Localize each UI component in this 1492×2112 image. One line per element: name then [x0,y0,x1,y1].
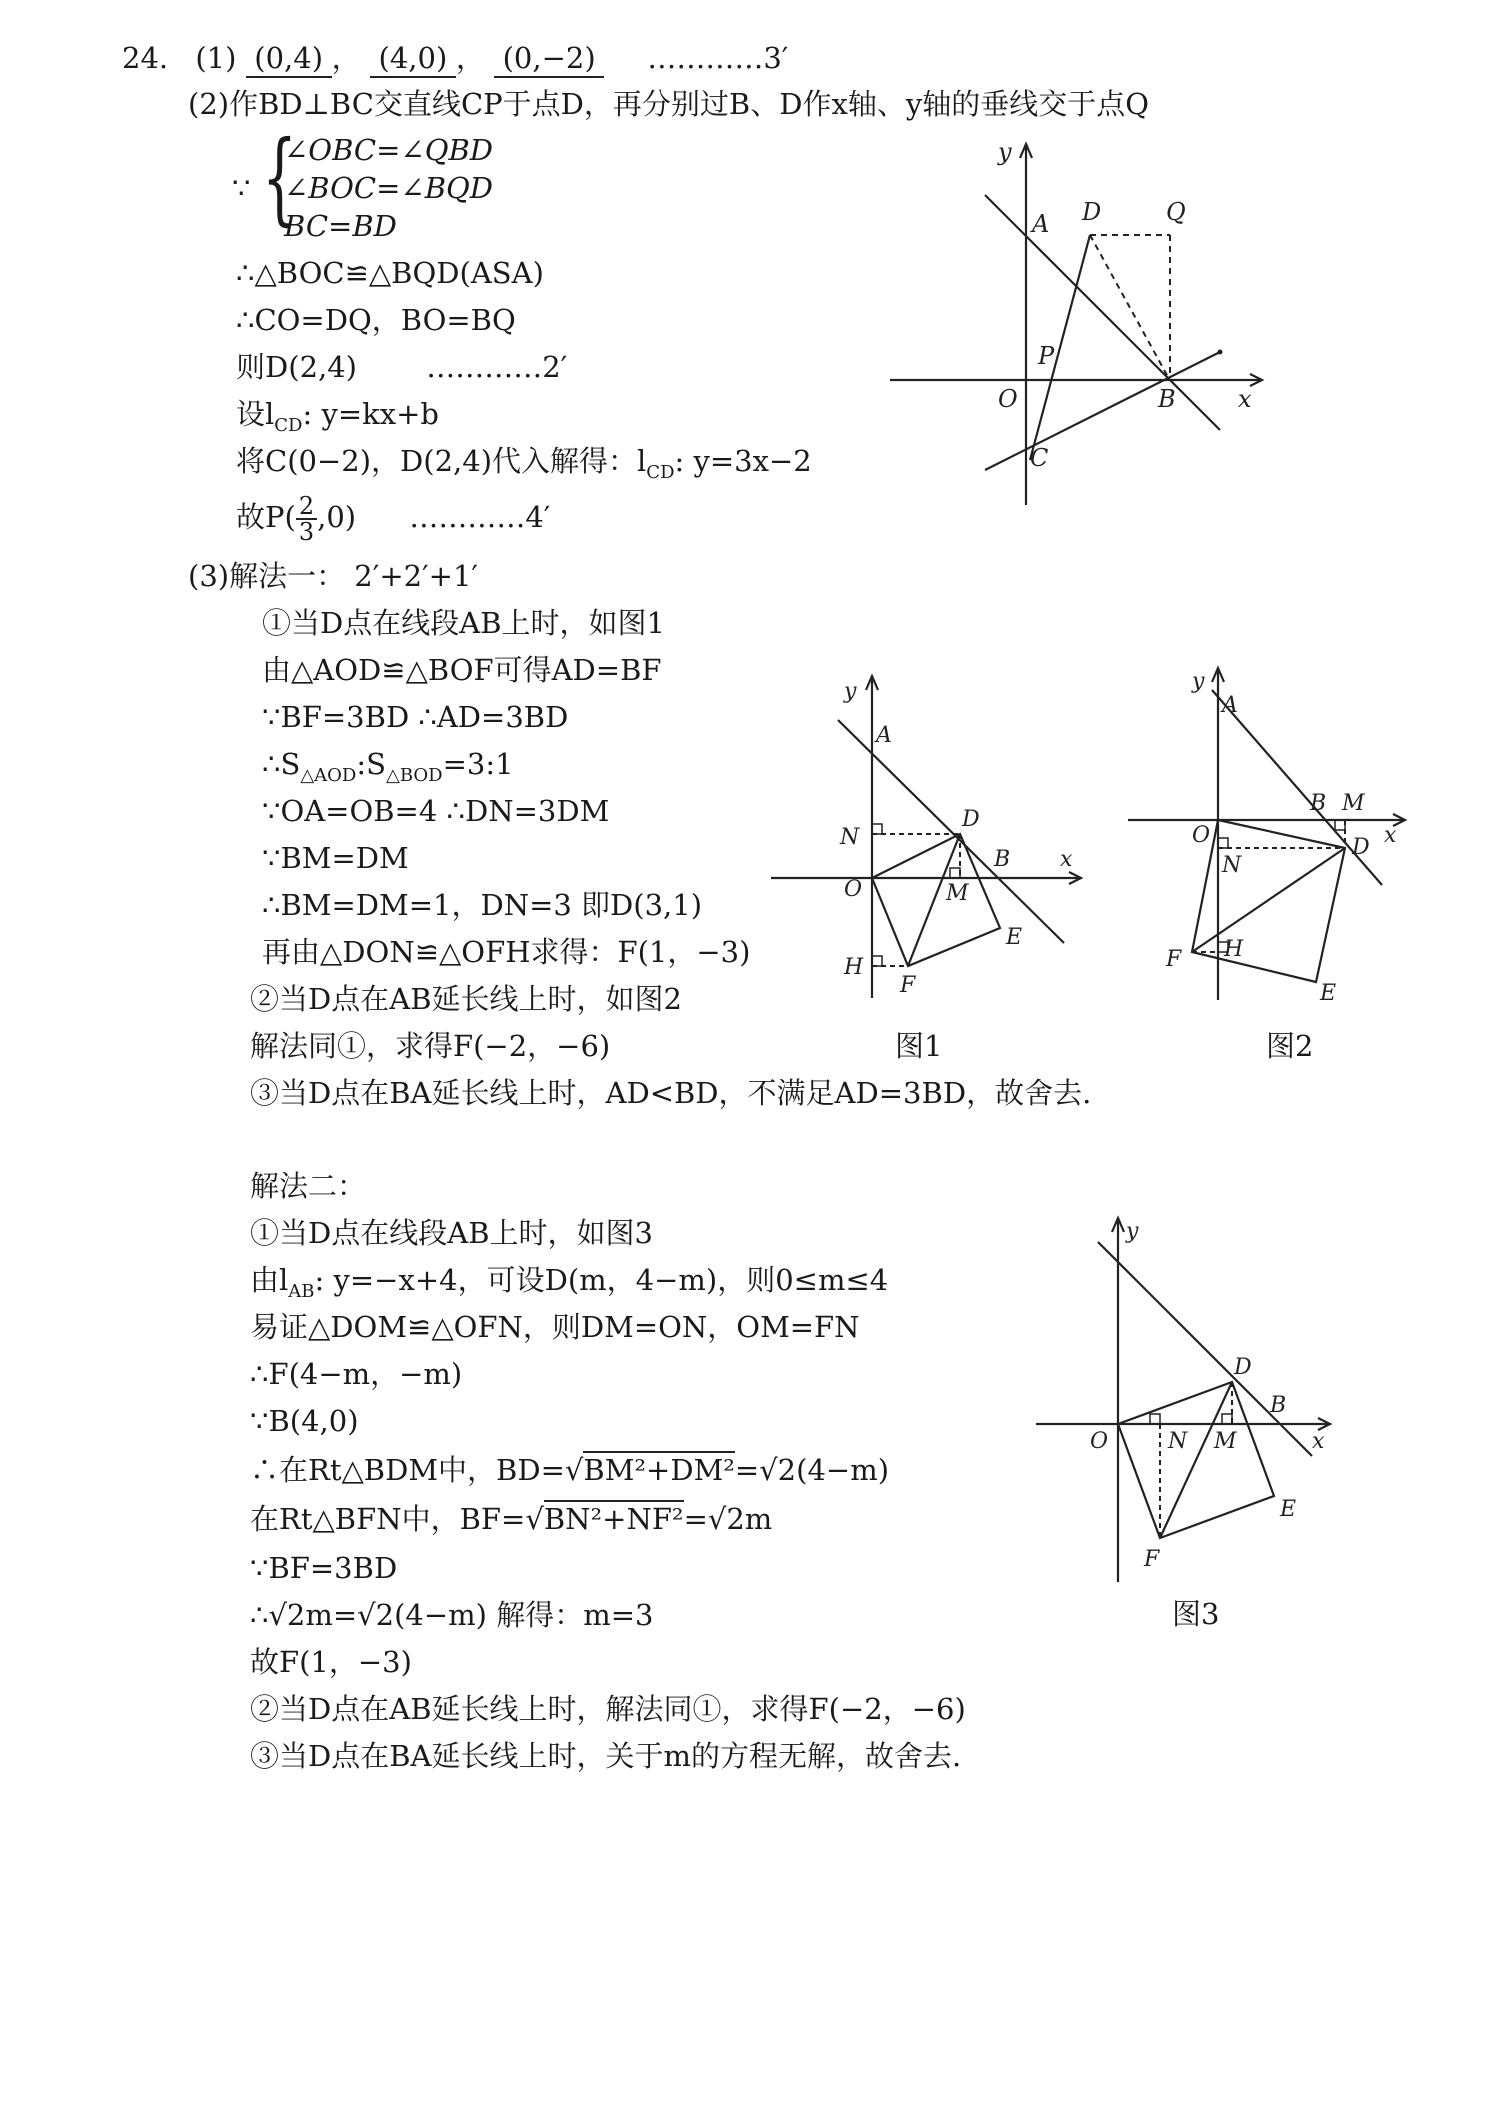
fig0-label-d: D [1082,198,1102,226]
m2-line-2 [250,1262,888,1310]
system-line-3: BC=BD [284,209,397,243]
m2-line-3: 易证△DOM≌△OFN，则DM=ON，OM=FN [250,1310,860,1344]
answer-b: (4,0) [370,40,456,78]
fig3-label-x: x [1312,1429,1325,1454]
area-s: ∴S [262,747,301,781]
fig0-label-y: y [998,138,1012,166]
fig0-label-c: C [1030,444,1049,472]
figure-part2 [890,130,1270,510]
line-df [1192,848,1345,952]
fig2-label-e: E [1320,981,1337,1006]
m2-line-6 [250,1452,889,1488]
m2-line-5: ∵B(4,0) [250,1404,359,1438]
fig0-label-b: B [1158,385,1176,413]
fig1-label-m: M [946,881,969,906]
fig3-label-n: N [1168,1429,1188,1454]
substitute-rest: : y=3x−2 [674,444,812,478]
sqrt-sign-2: √ [525,1502,544,1536]
set-sub: CD [274,414,303,436]
answer-c: (0,−2) [494,40,604,78]
fig1-label-e: E [1006,925,1023,950]
fig1-caption: 图1 [895,1029,943,1063]
right-angle-n [872,824,882,834]
right-angle-n [1150,1414,1160,1424]
fig3-label-y: y [1126,1219,1139,1244]
m1-line-1: ①当D点在线段AB上时，如图1 [262,606,665,640]
area-sub1: △AOD [300,764,357,786]
sep-1: ， [331,41,361,75]
part2-intro: (2)作BD⊥BC交直线CP于点D，再分别过B、D作x轴、y轴的垂线交于点Q [188,87,1149,121]
point-p-line [236,494,550,544]
bd-text: ∴在Rt△BDM中，BD= [250,1453,565,1487]
fig1-label-b: B [994,847,1011,872]
fraction-num: 2 [296,494,317,520]
figure-2 [1120,660,1420,1010]
m1-line-9: ②当D点在AB延长线上时，如图2 [250,982,682,1016]
equal-sides-line: ∴CO=DQ，BO=BQ [236,303,516,337]
system-line-2: ∠BOC=∠BQD [284,171,494,205]
right-angle-m [950,868,960,878]
area-sub2: △BOD [386,764,443,786]
right-angle-h [872,956,882,966]
square-odef [872,834,1000,966]
m2-line-9: ∴√2m=√2(4−m) 解得：m=3 [250,1598,654,1632]
p-text-b: ,0) [317,500,357,534]
set-text: 设l [236,397,275,431]
fig0-label-x: x [1238,385,1252,413]
figure-1 [766,668,1096,1008]
end-dot [1218,350,1223,355]
m1-line-2: 由△AOD≌△BOF可得AD=BF [262,653,662,687]
sep-2: ， [455,41,485,75]
lab-text: 由l [250,1263,289,1297]
area-rest: =3:1 [442,747,514,781]
m1-line-3: ∵BF=3BD ∴AD=3BD [262,700,569,734]
set-line [236,396,439,444]
fig2-label-a: A [1222,693,1238,718]
line-ab [985,195,1220,430]
line-db [1090,235,1168,377]
fig3-label-f: F [1144,1547,1160,1572]
fraction-den: 3 [298,518,315,546]
fig1-label-y: y [844,679,857,704]
fig3-caption: 图3 [1172,1597,1220,1631]
part1-score: …………3′ [647,41,789,75]
answer-a: (0,4) [246,40,332,78]
fig2-caption: 图2 [1266,1029,1314,1063]
m2-line-4: ∴F(4−m，−m) [250,1357,463,1391]
fig2-label-y: y [1192,669,1205,694]
bf-text: 在Rt△BFN中，BF= [250,1502,526,1536]
bd-radicand: BM²+DM² [583,1453,735,1487]
question-number: 24. [122,41,169,75]
fig1-label-h: H [844,955,864,980]
fig2-label-f: F [1166,947,1182,972]
sqrt-sign-1: √ [564,1453,584,1487]
bf-rest: =√2m [683,1502,773,1536]
system-brace: { [262,119,297,236]
fig3-label-o: O [1090,1429,1109,1454]
m2-line-11: ②当D点在AB延长线上时，解法同①，求得F(−2，−6) [250,1692,966,1726]
fig0-label-p: P [1038,342,1055,370]
set-rest: : y=kx+b [302,397,439,431]
m2-line-8: ∵BF=3BD [250,1551,398,1585]
fig1-label-x: x [1060,847,1073,872]
part1-label: (1) [195,41,237,75]
fig1-label-o: O [844,877,863,902]
fraction [296,494,317,544]
fig1-label-a: A [876,723,892,748]
right-angle-m [1335,820,1345,830]
m1-line-4 [262,746,514,794]
fig0-label-a: A [1032,210,1050,238]
fig1-label-d: D [962,807,980,832]
fig2-label-n: N [1222,853,1242,878]
p-text-a: 故P( [236,500,296,534]
score-2: …………2′ [426,350,568,384]
fig3-label-b: B [1270,1393,1287,1418]
m2-line-7 [250,1501,772,1537]
m1-line-11: ③当D点在BA延长线上时，AD<BD，不满足AD=3BD，故舍去. [250,1076,1092,1110]
area-sep: :S [356,747,386,781]
fig2-label-b: B [1310,791,1327,816]
lab-sub: AB [288,1280,315,1302]
line-bc [985,352,1220,470]
substitute-text: 将C(0−2)，D(2,4)代入解得：l [236,444,647,478]
fig2-label-m: M [1342,791,1365,816]
point-d-line [236,349,567,385]
right-angle-m [1222,1414,1232,1424]
m1-line-10: 解法同①，求得F(−2，−6) [250,1029,611,1063]
m2-line-12: ③当D点在BA延长线上时，关于m的方程无解，故舍去. [250,1739,962,1773]
fig1-label-f: F [900,973,916,998]
m2-header: 解法二： [250,1169,367,1203]
fig2-label-h: H [1224,937,1244,962]
fig0-label-o: O [998,385,1018,413]
fig2-label-x: x [1384,823,1397,848]
because-symbol: ∵ [232,171,251,205]
score-4: …………4′ [409,500,551,534]
m1-line-5: ∵OA=OB=4 ∴DN=3DM [262,794,610,828]
fig3-label-d: D [1234,1355,1252,1380]
m2-line-10: 故F(1，−3) [250,1645,412,1679]
bd-rest: =√2(4−m) [734,1453,890,1487]
fig1-label-n: N [840,825,860,850]
part1-line [122,40,788,78]
figure-3 [1030,1212,1350,1592]
system-line-1: ∠OBC=∠QBD [284,133,494,167]
bf-radicand: BN²+NF² [543,1502,684,1536]
part3-header: (3)解法一： 2′+2′+1′ [188,559,479,593]
substitute-line [236,443,812,491]
fig0-label-q: Q [1166,198,1186,226]
fig3-label-m: M [1214,1429,1237,1454]
fig3-label-e: E [1280,1497,1297,1522]
m1-line-8: 再由△DON≌△OFH求得：F(1，−3) [262,935,751,969]
congruence-line: ∴△BOC≌△BQD(ASA) [236,256,544,290]
fig2-label-d: D [1352,835,1370,860]
m2-line-1: ①当D点在线段AB上时，如图3 [250,1216,653,1250]
substitute-sub: CD [646,461,675,483]
m1-line-7: ∴BM=DM=1，DN=3 即D(3,1) [262,888,703,922]
right-angle-n [1218,838,1228,848]
point-d-text: 则D(2,4) [236,350,357,384]
lab-rest: : y=−x+4，可设D(m，4−m)，则0≤m≤4 [314,1263,889,1297]
m1-line-6: ∵BM=DM [262,841,409,875]
fig2-label-o: O [1192,823,1211,848]
